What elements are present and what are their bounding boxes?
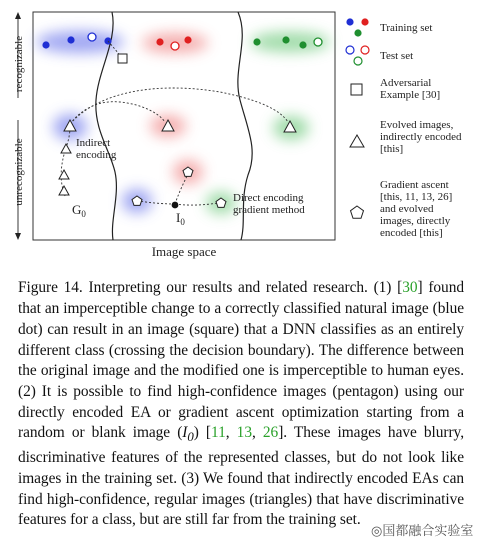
legend-label: Gradient ascent xyxy=(380,179,449,191)
watermark: ◎国都融合实验室 xyxy=(369,520,475,539)
legend-label: encoded [this] xyxy=(380,227,443,239)
legend-label: Adversarial xyxy=(380,77,432,89)
training-point xyxy=(282,36,289,43)
test-point xyxy=(88,33,96,41)
legend-label: indirectly encoded xyxy=(380,131,462,143)
direct-encoding-label: gradient method xyxy=(233,204,305,216)
adversarial-square xyxy=(118,54,127,63)
citation-link[interactable]: 26 xyxy=(262,424,279,442)
y-axis-label-bottom: unrecognizable xyxy=(13,138,25,206)
test-point xyxy=(314,38,322,46)
legend-label: and evolved xyxy=(380,203,434,215)
legend-label: Evolved images, xyxy=(380,119,454,131)
indirect-encoding-label: Indirect xyxy=(76,137,111,149)
x-axis-label: Image space xyxy=(151,244,217,259)
indirect-encoding-label: encoding xyxy=(76,149,117,161)
legend-item-evolved-indirect xyxy=(350,119,462,155)
legend-label: Example [30] xyxy=(380,89,441,101)
citation-link[interactable]: 13 xyxy=(236,424,252,442)
figure-illustration xyxy=(0,0,480,262)
legend-item-adversarial xyxy=(351,77,440,101)
pentagon-icon xyxy=(351,206,364,218)
i0-symbol: $I_0$ xyxy=(182,424,194,445)
direct-encoding-label: Direct encoding xyxy=(233,192,304,204)
g0-label: $G_0$ xyxy=(72,202,86,219)
citation-link[interactable]: 11 xyxy=(211,424,226,442)
training-dots-icon xyxy=(346,18,368,36)
legend-label: Training set xyxy=(380,22,433,34)
legend xyxy=(346,18,462,239)
legend-item-test xyxy=(346,46,413,65)
legend-item-training xyxy=(346,18,432,36)
legend-label: images, directly xyxy=(380,215,451,227)
citation-link[interactable]: 30 xyxy=(402,279,418,297)
legend-label: Test set xyxy=(380,50,414,62)
training-point xyxy=(253,38,260,45)
y-axis xyxy=(12,12,25,240)
test-point xyxy=(171,42,179,50)
training-point xyxy=(299,41,306,48)
square-icon xyxy=(351,84,362,95)
triangle-icon xyxy=(350,135,364,147)
training-point xyxy=(184,36,191,43)
y-axis-arrow-up-icon xyxy=(15,12,21,19)
training-point xyxy=(67,36,74,43)
y-axis-label-top: recognizable xyxy=(13,35,25,93)
y-axis-arrow-down-icon xyxy=(15,233,21,240)
i0-start-point xyxy=(172,202,179,209)
figure-14 xyxy=(0,0,480,262)
legend-label: [this, 11, 13, 26] xyxy=(380,191,453,203)
test-circles-icon xyxy=(346,46,369,65)
legend-label: [this] xyxy=(380,143,404,155)
training-point xyxy=(42,41,49,48)
figure-caption: Figure 14. Interpreting our results and related research. (1) [30] found that an imperceptible change to a correctly classified natural image (blue dot) can result in an image (square) that a DNN classifies as an entirely different class (crossing the decision boundary). The difference between the original image and the modified one is imperceptible to human eyes. (2) It is possible to find high-confidence images (pentagon) using our directly encoded EA or gradient ascent optimization starting from a random or blank image $(I_0)$ [11, 13, 26]. These images have blurry, discriminative features of the represented classes, but do not look like images in the training set. (3) We found that indirectly encoded EAs can find high-confidence, regular images (triangles) that have discriminative features for a class, but are still far from the training set. xyxy=(18,279,465,529)
y-axis-gap xyxy=(12,98,24,120)
i0-label: $I_0$ xyxy=(176,210,185,227)
training-point xyxy=(156,38,163,45)
legend-item-gradient-direct xyxy=(351,179,453,239)
